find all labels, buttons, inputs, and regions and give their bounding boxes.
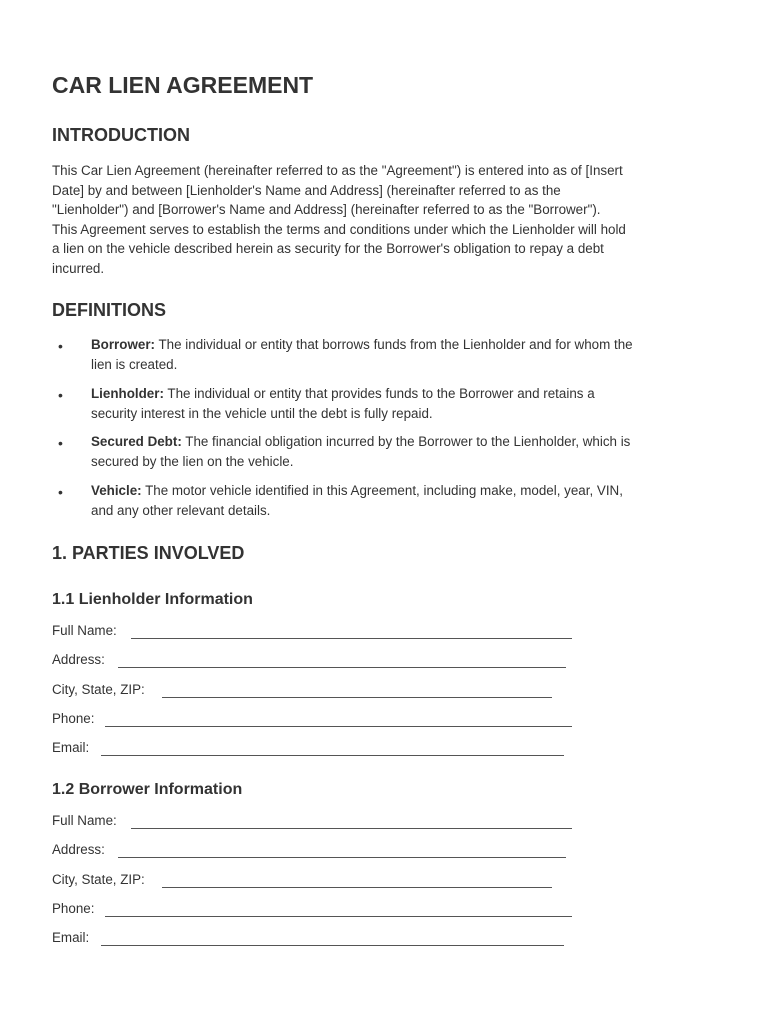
bullet-icon: • <box>58 435 63 451</box>
introduction-paragraph <box>52 161 720 278</box>
definition-term: Vehicle: <box>91 483 142 498</box>
definition-text: lien is created. <box>91 356 178 372</box>
lienholder-email-label: Email: <box>52 740 90 755</box>
borrower-phone-field[interactable] <box>105 916 572 917</box>
bullet-icon: • <box>58 484 63 500</box>
intro-line: This Car Lien Agreement (hereinafter referred to as the "Agreement") is entered into as of [Insert <box>52 163 623 178</box>
intro-line: "Lienholder") and [Borrower's Name and Address] (hereinafter referred to as the "Borrower"). <box>52 202 601 217</box>
borrower-city-state-zip-field[interactable] <box>162 887 552 888</box>
intro-line: This Agreement serves to establish the terms and conditions under which the Lienholder will hold <box>52 221 626 237</box>
definition-text: The individual or entity that borrows funds from the Lienholder and for whom the <box>155 337 633 352</box>
lienholder-email-field[interactable] <box>101 755 564 756</box>
lienholder-phone-field[interactable] <box>105 726 572 727</box>
document-title: CAR LIEN AGREEMENT <box>52 72 314 98</box>
lienholder-info-heading: 1.1 Lienholder Information <box>52 591 253 608</box>
lienholder-address-label: Address: <box>52 652 105 667</box>
definition-text: The motor vehicle identified in this Agreement, including make, model, year, VIN, <box>141 483 623 498</box>
definition-text: The individual or entity that provides funds to the Borrower and retains a <box>163 386 595 401</box>
lienholder-phone-label: Phone: <box>52 711 95 726</box>
definition-text: security interest in the vehicle until the debt is fully repaid. <box>91 405 433 421</box>
lienholder-full-name-label: Full Name: <box>52 623 117 638</box>
borrower-full-name-field[interactable] <box>131 828 572 829</box>
definitions-heading: DEFINITIONS <box>52 300 167 320</box>
lienholder-city-state-zip-label: City, State, ZIP: <box>52 682 145 697</box>
intro-line: Date] by and between [Lienholder's Name and Address] (hereinafter referred to as the <box>52 182 561 198</box>
definition-term: Borrower: <box>91 337 155 352</box>
borrower-full-name-label: Full Name: <box>52 813 117 828</box>
lienholder-full-name-field[interactable] <box>131 638 572 639</box>
intro-line: a lien on the vehicle described herein as security for the Borrower's obligation to repay a debt <box>52 241 604 256</box>
definition-term: Lienholder: <box>91 386 164 401</box>
bullet-icon: • <box>58 387 63 403</box>
borrower-email-label: Email: <box>52 930 90 945</box>
borrower-address-label: Address: <box>52 842 105 857</box>
definition-text: and any other relevant details. <box>91 502 271 518</box>
parties-heading: 1. PARTIES INVOLVED <box>52 543 245 563</box>
definition-term: Secured Debt: <box>91 434 182 449</box>
bullet-icon: • <box>58 338 63 354</box>
borrower-info-heading: 1.2 Borrower Information <box>52 781 243 798</box>
borrower-phone-label: Phone: <box>52 901 95 916</box>
intro-line: incurred. <box>52 260 105 276</box>
lienholder-city-state-zip-field[interactable] <box>162 697 552 698</box>
definition-text: secured by the lien on the vehicle. <box>91 453 294 469</box>
borrower-city-state-zip-label: City, State, ZIP: <box>52 872 145 887</box>
borrower-address-field[interactable] <box>118 857 566 858</box>
introduction-heading: INTRODUCTION <box>52 125 190 145</box>
definition-text: The financial obligation incurred by the Borrower to the Lienholder, which is <box>181 434 631 449</box>
borrower-email-field[interactable] <box>101 945 564 946</box>
lienholder-address-field[interactable] <box>118 667 566 668</box>
